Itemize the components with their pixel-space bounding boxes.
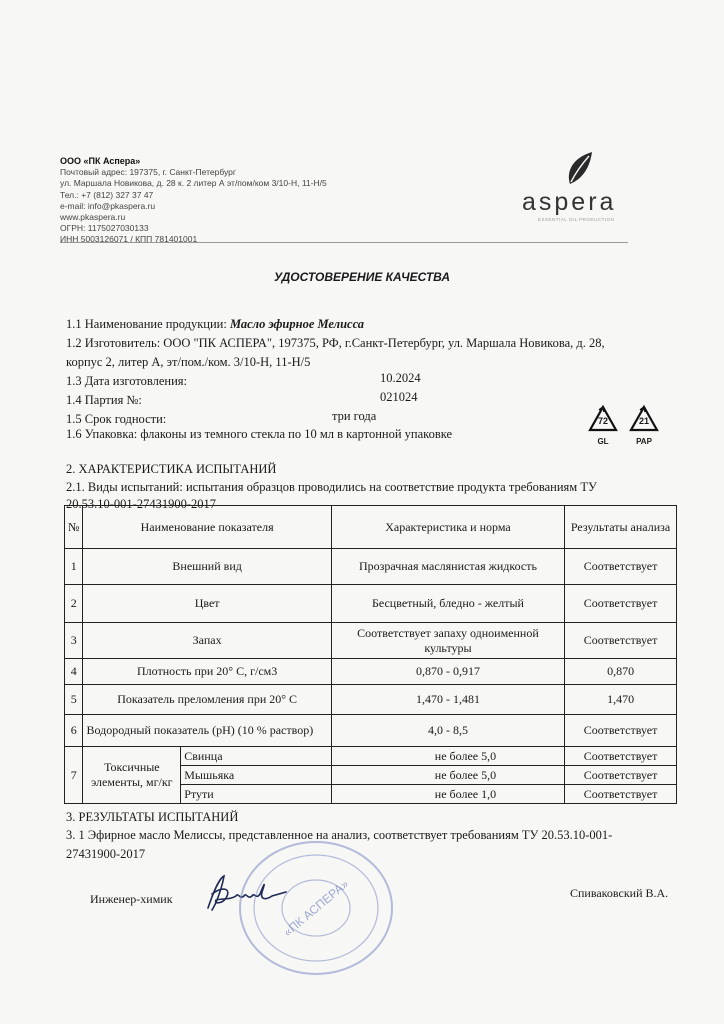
section-2-1-line-1: 2.1. Виды испытаний: испытания образцов проводились на соответствие продукта требованиям ТУ xyxy=(66,480,597,494)
table-row: 4 Плотность при 20° С, г/см3 0,870 - 0,917 0,870 xyxy=(65,659,677,685)
batch-value: 021024 xyxy=(380,390,418,404)
batch-label: 1.4 Партия №: xyxy=(66,393,142,407)
table-row: 6 Водородный показатель (рН) (10 % раствор) 4,0 - 8,5 Соответствует xyxy=(65,715,677,747)
table-row: Ртути не более 1,0 Соответствует xyxy=(65,785,677,804)
recycle-gl-num: 72 xyxy=(597,416,608,426)
table-row: 1 Внешний вид Прозрачная маслянистая жидкость Соответствует xyxy=(65,549,677,585)
product-name-value: Масло эфирное Мелисса xyxy=(229,317,365,331)
product-name-label: 1.1 Наименование продукции: xyxy=(66,317,227,331)
header-result: Результаты анализа xyxy=(565,506,677,549)
header-divider xyxy=(60,242,628,243)
logo-tagline: ESSENTIAL OIL PRODUCTION xyxy=(538,217,615,222)
stamp-text: «ПК АСПЕРА» xyxy=(280,876,352,940)
page-title: УДОСТОВЕРЕНИЕ КАЧЕСТВА xyxy=(273,270,451,284)
company-header xyxy=(60,156,327,246)
table-row: Мышьяка не более 5,0 Соответствует xyxy=(65,766,677,785)
logo-word: aspera xyxy=(522,188,617,216)
table-row: 5 Показатель преломления при 20° С 1,470 - 1,481 1,470 xyxy=(65,685,677,715)
header-num: № xyxy=(65,506,83,549)
company-inn: ИНН 5003126071 / КПП 781401001 xyxy=(60,234,198,245)
recycle-gl xyxy=(586,404,620,446)
table-header-row xyxy=(65,506,677,549)
recycle-pap-code: PAP xyxy=(636,437,652,446)
recycle-pap-num: 21 xyxy=(638,416,649,426)
company-phone: Тел.: +7 (812) 327 37 47 xyxy=(60,189,154,200)
packaging-line: 1.6 Упаковка: флаконы из темного стекла по 10 мл в картонной упаковке xyxy=(66,427,453,441)
manufacture-date-value: 10.2024 xyxy=(380,371,421,385)
company-address: Почтовый адрес: 197375, г. Санкт-Петербург xyxy=(60,167,236,178)
company-street: ул. Маршала Новикова, д. 28 к. 2 литер А эт/пом/ком 3/10-Н, 11-Н/5 xyxy=(60,178,327,189)
company-site: www.pkaspera.ru xyxy=(60,212,126,223)
company-ogrn: ОГРН: 1175027030133 xyxy=(60,223,149,234)
aspera-logo xyxy=(520,150,632,222)
section-3-heading: 3. РЕЗУЛЬТАТЫ ИСПЫТАНИЙ xyxy=(66,810,239,824)
table-row: 2 Цвет Бесцветный, бледно - желтый Соответствует xyxy=(65,585,677,623)
shelf-life-value: три года xyxy=(332,409,377,423)
company-email: e-mail: info@pkaspera.ru xyxy=(60,200,156,211)
section-2-1-line-2: 20.53.10-001-27431900-2017 xyxy=(66,497,216,511)
recycle-pap xyxy=(627,404,661,446)
table-row: 3 Запах Соответствует запаху одноименной культуры Соответствует xyxy=(65,623,677,659)
manufacturer-line-2: корпус 2, литер А, эт/пом./ком. 3/10-Н, 11-Н/5 xyxy=(66,355,311,369)
product-name-line xyxy=(66,317,364,332)
header-indicator: Наименование показателя xyxy=(83,506,331,549)
header-norm: Характеристика и норма xyxy=(331,506,564,549)
company-stamp xyxy=(236,838,396,978)
recycle-gl-code: GL xyxy=(597,437,609,446)
leaf-icon xyxy=(562,150,602,186)
engineer-name: Спиваковский В.А. xyxy=(570,886,669,900)
test-results-table xyxy=(64,505,677,804)
manufacture-date-label: 1.3 Дата изготовления: xyxy=(66,374,187,388)
engineer-label: Инженер-химик xyxy=(90,892,173,906)
section-3-1-line-1: 3. 1 Эфирное масло Мелиссы, представленное на анализ, соответствует требованиям ТУ 20.53.10-001- xyxy=(66,828,613,842)
manufacturer-line-1: 1.2 Изготовитель: ООО "ПК АСПЕРА", 197375, РФ, г.Санкт-Петербург, ул. Маршала Новикова, д. 28, xyxy=(66,336,605,350)
section-2-heading: 2. ХАРАКТЕРИСТИКА ИСПЫТАНИЙ xyxy=(66,462,277,476)
company-name: ООО «ПК Аспера» xyxy=(60,156,141,166)
shelf-life-label: 1.5 Срок годности: xyxy=(66,412,167,426)
table-row: 7 Токсичные элементы, мг/кг Свинца не более 5,0 Соответствует xyxy=(65,747,677,766)
section-3-1-line-2: 27431900-2017 xyxy=(66,847,146,861)
